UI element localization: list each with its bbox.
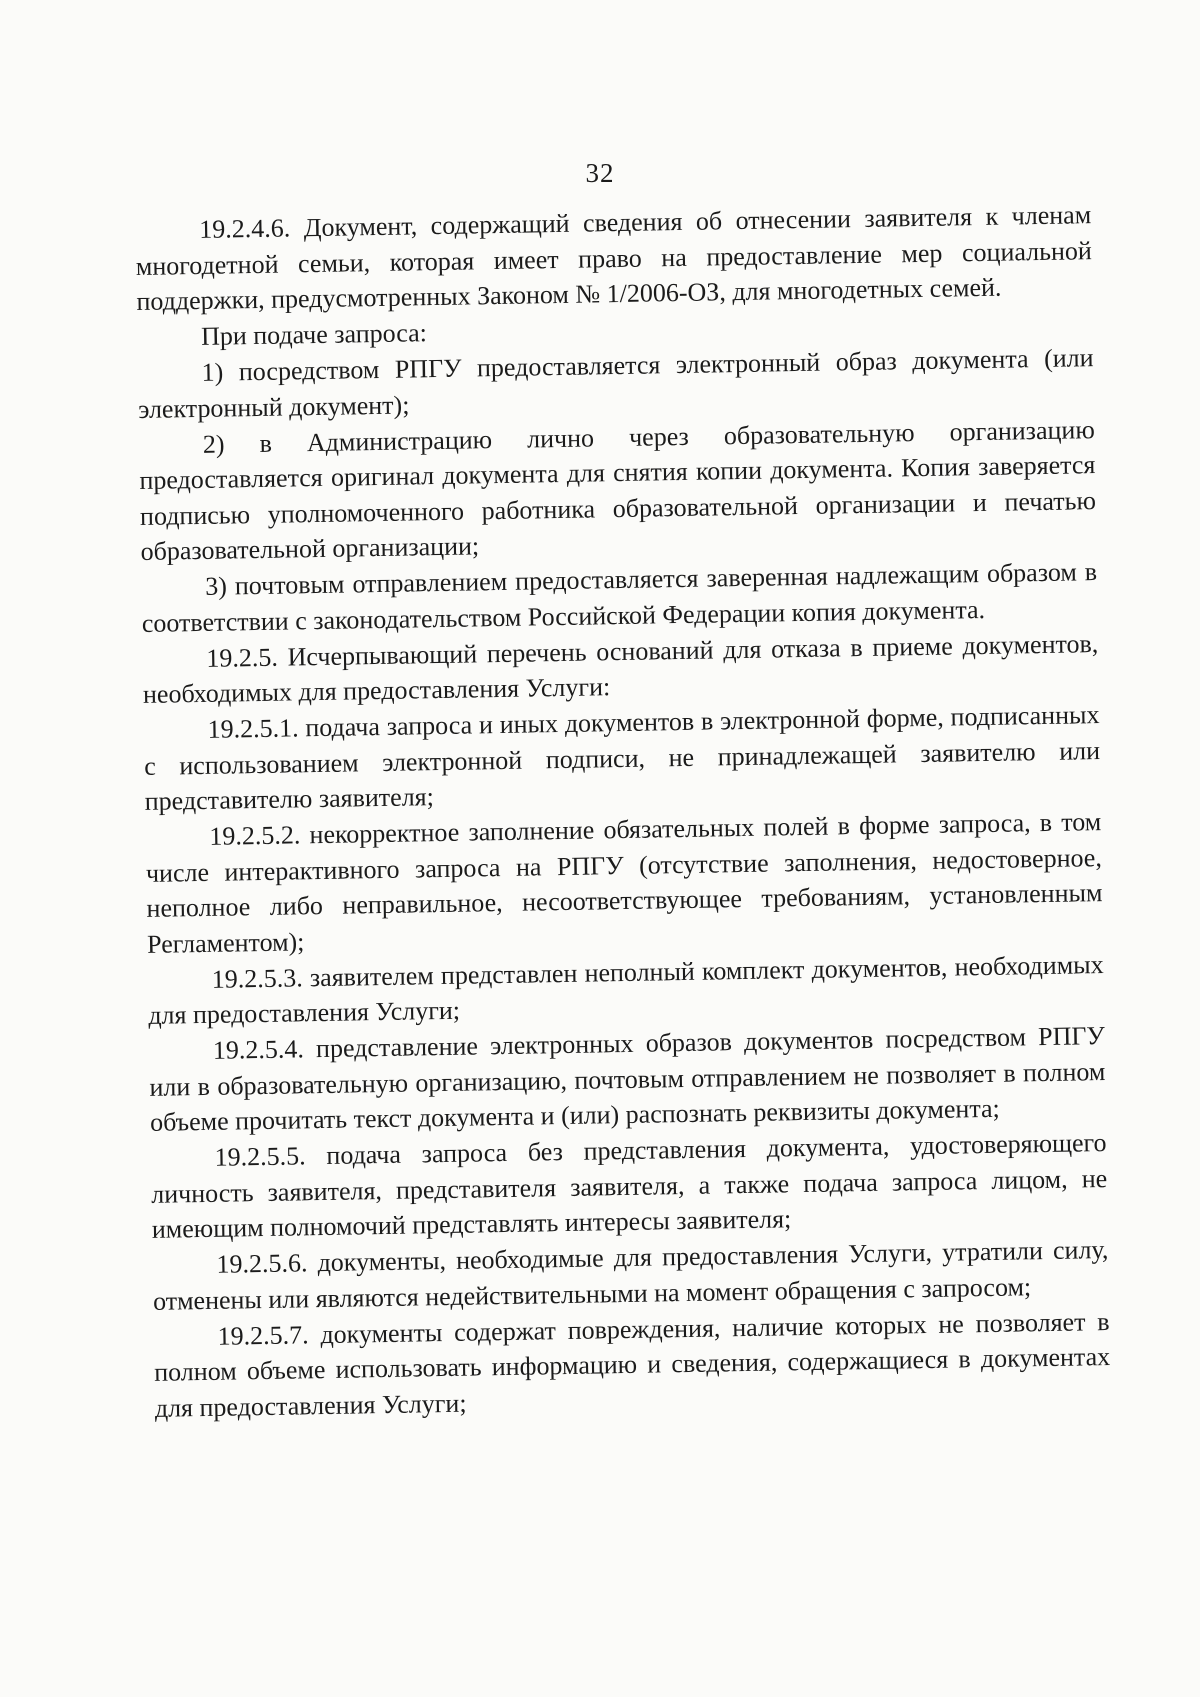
paragraph-19-2-5-7: 19.2.5.7. документы содержат повреждения, наличие которых не позволяет в полном объеме использовать информацию и сведения, содержащиеся в документах для предоставления Услуги; (153, 1306, 1111, 1423)
paragraph-19-2-5-5: 19.2.5.5. подача запроса без представления документа, удостоверяющего личность заявителя, представителя заявителя, а также подача запроса лицом, не имеющим полномочий представлять интересы заявителя; (151, 1128, 1108, 1244)
document-body (135, 197, 1111, 1426)
page-number: 32 (585, 158, 615, 188)
paragraph-19-2-5-6: 19.2.5.6. документы, необходимые для предоставления Услуги, утратили силу, отменены или являются недействительными на момент обращения с запросом; (152, 1235, 1109, 1316)
paragraph-submission-intro: При подаче запроса: (200, 318, 428, 351)
paragraph-19-2-4-6: 19.2.4.6. Документ, содержащий сведения об отнесении заявителя к членам многодетной семьи, которая имеет право на предоставление мер социальной поддержки, предусмотренных Законом № 1/2006-ОЗ, для многодетных семей. (135, 200, 1092, 316)
paragraph-19-2-5-4: 19.2.5.4. представление электронных образов документов посредством РПГУ или в образовательную организацию, почтовым отправлением не позволяет в полном объеме прочитать текст документа и (или) распознать реквизиты документа; (149, 1021, 1106, 1137)
paragraph-19-2-5-2: 19.2.5.2. некорректное заполнение обязательных полей в форме запроса, в том числе интерактивного запроса на РПГУ (отсутствие заполнения, недостоверное, неполное либо неправильное, несоответствующее требованиям, установленным Регламентом); (145, 807, 1103, 959)
paragraph-item-1: 1) посредством РПГУ предоставляется электронный образ документа (или электронный документ); (138, 343, 1094, 424)
paragraph-19-2-5-3: 19.2.5.3. заявителем представлен неполный комплект документов, необходимых для предоставления Услуги; (148, 949, 1104, 1030)
paragraph-item-3: 3) почтовым отправлением предоставляется заверенная надлежащим образом в соответствии с законодательством Российской Федерации копия документа. (141, 557, 1098, 638)
paragraph-item-2: 2) в Администрацию лично через образовательную организацию предоставляется оригинал документа для снятия копии документа. Копия заверяется подписью уполномоченного работника образовательной организации и печатью образовательной организации; (139, 414, 1097, 566)
paragraph-19-2-5-1: 19.2.5.1. подача запроса и иных документов в электронной форме, подписанных с использованием электронной подписи, не принадлежащей заявителю или представителю заявителя; (143, 700, 1101, 816)
paragraph-19-2-5: 19.2.5. Исчерпывающий перечень оснований для отказа в приеме документов, необходимых для предоставления Услуги: (142, 628, 1099, 709)
